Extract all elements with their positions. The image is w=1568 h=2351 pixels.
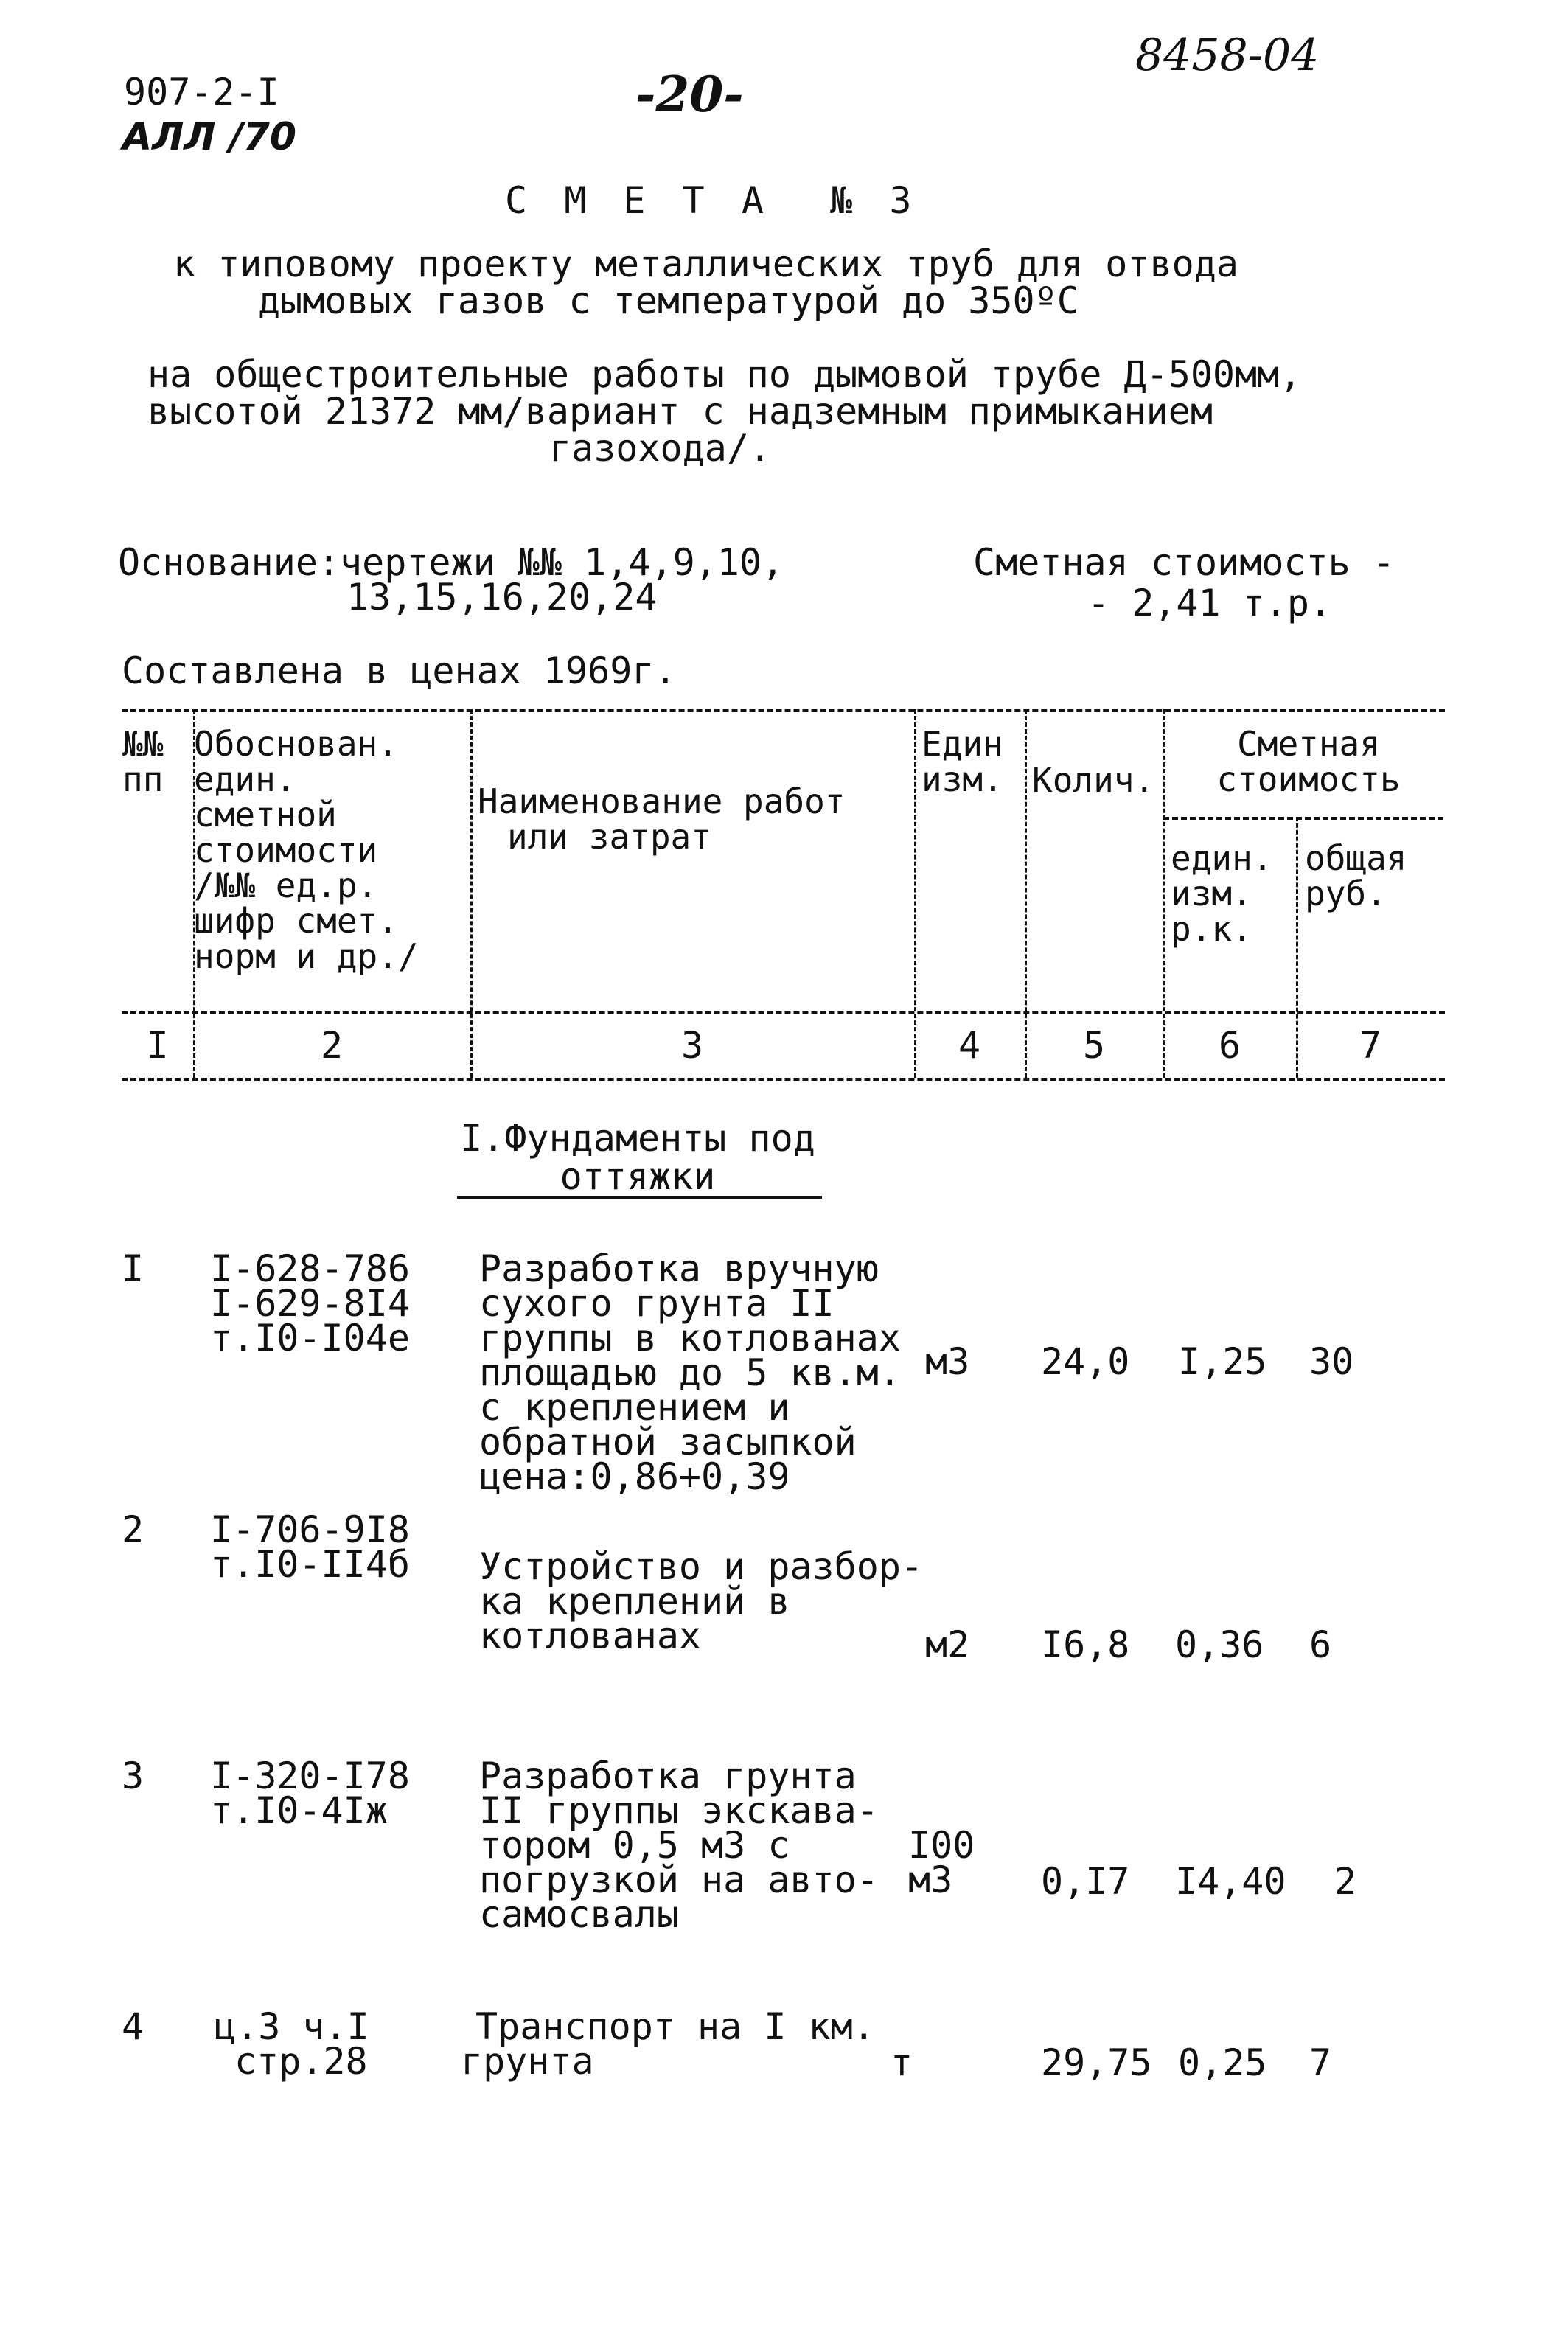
header-unit-cost: един. изм. р.к. (1171, 838, 1273, 949)
row-4-code: ц.3 ч.I стр.28 (214, 2005, 369, 2083)
row-2-qty: I6,8 (1041, 1623, 1130, 1666)
row-1-code: I-628-786 I-629-8I4 т.I0-I04е (210, 1247, 410, 1359)
row-4-num: 4 (122, 2005, 144, 2048)
header-name: Наименование работ или затрат (478, 781, 846, 857)
subtitle-line-1: на общестроительные работы по дымовой трубе Д-500мм, (147, 353, 1302, 396)
page-number: -20- (635, 66, 744, 123)
row-1-unit: м3 (925, 1340, 970, 1383)
estimate-title: С М Е Т А № 3 (505, 179, 919, 222)
row-2-unit-cost: 0,36 (1175, 1623, 1264, 1666)
row-3-name: Разработка грунта II группы экскава- тором 0,5 м3 с погрузкой на авто- самосвалы (479, 1755, 879, 1936)
table-top-rule (122, 709, 1445, 712)
col-number-6: 6 (1218, 1024, 1241, 1067)
handwritten-number: 8458-04 (1135, 29, 1320, 81)
header-total: общая руб. (1305, 838, 1407, 913)
row-2-name: Устройство и разбор- ка креплений в котлованах (479, 1545, 924, 1657)
row-4-unit: т (891, 2041, 913, 2084)
header-bottom-rule (122, 1011, 1445, 1014)
col-divider-5 (1163, 709, 1165, 1078)
row-2-code: I-706-9I8 т.I0-II4б (210, 1508, 410, 1586)
basis-line-2: 13,15,16,20,24 (346, 576, 658, 619)
row-2-num: 2 (122, 1508, 144, 1551)
row-4-total: 7 (1309, 2041, 1332, 2084)
col-number-5: 5 (1082, 1024, 1106, 1067)
header-unit: Един изм. (921, 724, 1003, 799)
cost-label: Сметная стоимость - (973, 541, 1395, 584)
row-3-unit-cost: I4,40 (1175, 1860, 1286, 1903)
title-line-1: к типовому проекту металлических труб для отвода (173, 243, 1238, 285)
row-3-total: 2 (1334, 1860, 1357, 1903)
prices-note: Составлена в ценах 1969г. (122, 649, 677, 692)
row-4-qty: 29,75 (1041, 2041, 1152, 2084)
header-cost: Сметная стоимость (1216, 724, 1401, 799)
subtitle-line-3: газохода/. (549, 427, 772, 470)
col-number-7: 7 (1359, 1024, 1382, 1067)
header-qty: Колич. (1032, 760, 1155, 800)
col-divider-4 (1025, 709, 1027, 1078)
row-2-unit: м2 (925, 1623, 970, 1666)
subtitle-line-2: высотой 21372 мм/вариант с надземным примыканием (147, 390, 1213, 433)
section-underline (457, 1196, 822, 1199)
header-num: №№ пп (122, 724, 164, 799)
archive-stamp: АЛЛ /70 (122, 115, 297, 159)
row-3-qty: 0,I7 (1041, 1860, 1130, 1903)
row-1-qty: 24,0 (1041, 1340, 1130, 1383)
header-basis: Обоснован. един. сметной стоимости /№№ ед.р. шифр смет. норм и др./ (194, 724, 419, 976)
cost-split-rule (1163, 817, 1443, 820)
col-number-3: 3 (680, 1024, 704, 1067)
row-1-name: Разработка вручную сухого грунта II группы в котлованах площадью до 5 кв.м. с креплением и обратной засыпкой цена:0,86+0,39 (479, 1247, 901, 1498)
cost-value: - 2,41 т.р. (1087, 582, 1332, 624)
row-3-num: 3 (122, 1755, 144, 1797)
document-code: 907-2-I (124, 71, 279, 114)
row-3-unit: I00 м3 (908, 1824, 975, 1901)
col-number-4: 4 (958, 1024, 981, 1067)
row-1-total: 30 (1309, 1340, 1354, 1383)
row-4-unit-cost: 0,25 (1178, 2041, 1267, 2084)
row-1-unit-cost: I,25 (1178, 1340, 1267, 1383)
col-number-2: 2 (320, 1024, 344, 1067)
title-line-2: дымовых газов с температурой до 350ºС (258, 279, 1079, 322)
col-divider-2 (470, 709, 473, 1078)
row-4-name: Транспорт на I км. грунта (461, 2005, 875, 2083)
basis-line-1: Основание:чертежи №№ 1,4,9,10, (118, 541, 784, 584)
col-divider-3 (914, 709, 916, 1078)
row-1-num: I (122, 1247, 144, 1290)
numbers-bottom-rule (122, 1078, 1445, 1081)
row-3-code: I-320-I78 т.I0-4Iж (210, 1755, 410, 1832)
section-heading: I.Фундаменты под оттяжки (460, 1117, 815, 1198)
row-2-total: 6 (1309, 1623, 1332, 1666)
col-number-1: I (146, 1024, 169, 1067)
